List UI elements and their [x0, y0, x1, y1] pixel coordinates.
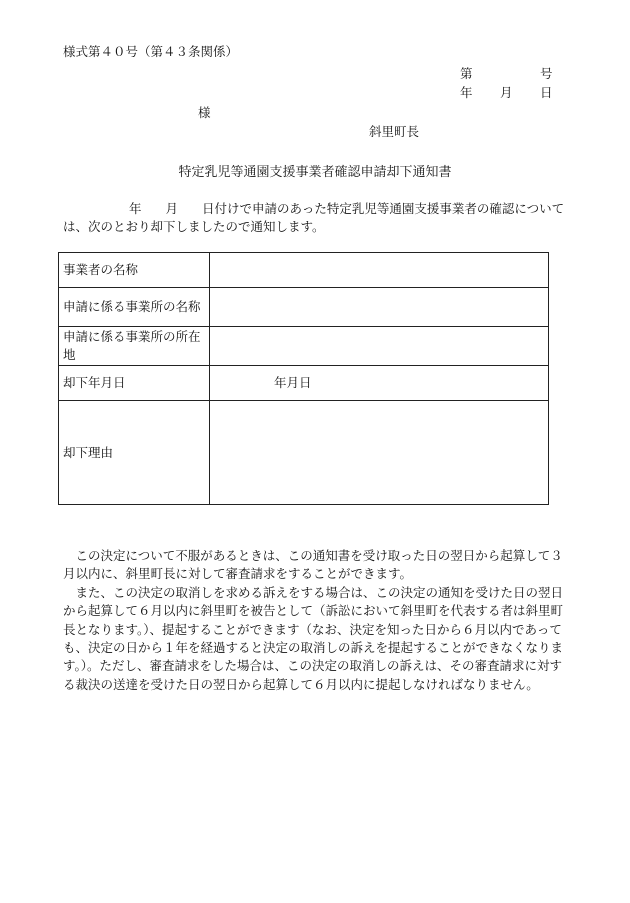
document-title: 特定乳児等通園支援事業者確認申請却下通知書 [178, 165, 452, 180]
intro-month: 月 [165, 201, 179, 216]
rejection-date-month: 月 [286, 375, 300, 390]
rejection-date-day: 日 [299, 375, 312, 390]
intro-year: 年 [129, 201, 142, 216]
table-row-rejection-reason [59, 401, 549, 505]
table-row-rejection-date [59, 366, 549, 401]
appeal-notice-paragraph-2: また、この決定の取消しを求める訴えをする場合は、この決定の通知を受けた日の翌日から起算して６月以内に斜里町を被告として（訴訟において斜里町を代表する者は斜里町長となります。）、提起することができます（なお、決定を知った日から６月以内であっても、決定の日から１年を経過すると決定の取消しの訴えを提起することができなくなります。）。ただし、審査請求をした場合は、この決定の取消しの訴えは、その審査請求に対する裁決の送達を受けた日の翌日から起算して６月以内に提起しなければなりません。 [63, 584, 564, 692]
table-row-facility-address [59, 327, 549, 366]
appeal-notice [63, 547, 573, 694]
facility-address-label: 申請に係る事業所の所在地 [59, 327, 210, 366]
facility-name-label: 申請に係る事業所の名称 [59, 288, 210, 327]
addressee: 様 [198, 105, 211, 120]
reference-date-year: 年 [460, 85, 473, 100]
reference-date-day: 日 [540, 85, 553, 100]
table-row-facility-name [59, 288, 549, 327]
issuer: 斜里町長 [369, 124, 420, 139]
rejection-date-year: 年 [274, 375, 287, 390]
form-number: 様式第４０号（第４３条関係） [63, 44, 239, 59]
rejection-reason-label: 却下理由 [59, 401, 210, 505]
appeal-notice-paragraph-1: この決定について不服があるときは、この通知書を受け取った日の翌日から起算して３月以内に、斜里町長に対して審査請求をすることができます。 [63, 548, 563, 582]
facility-name-value [210, 288, 549, 327]
intro-paragraph [63, 200, 573, 236]
business-name-label: 事業者の名称 [59, 253, 210, 288]
business-name-value [210, 253, 549, 288]
reference-date-month: 月 [500, 85, 513, 100]
rejection-reason-value [210, 401, 549, 505]
details-table [58, 252, 549, 505]
reference-number-suffix: 号 [540, 66, 553, 81]
reference-number-prefix: 第 [460, 66, 473, 81]
rejection-date-value [210, 366, 549, 401]
intro-text: 日付けで申請のあった特定乳児等通園支援事業者の確認については、次のとおり却下しましたので通知します。 [63, 201, 565, 234]
facility-address-value [210, 327, 549, 366]
rejection-date-label: 却下年月日 [59, 366, 210, 401]
table-row-business-name [59, 253, 549, 288]
